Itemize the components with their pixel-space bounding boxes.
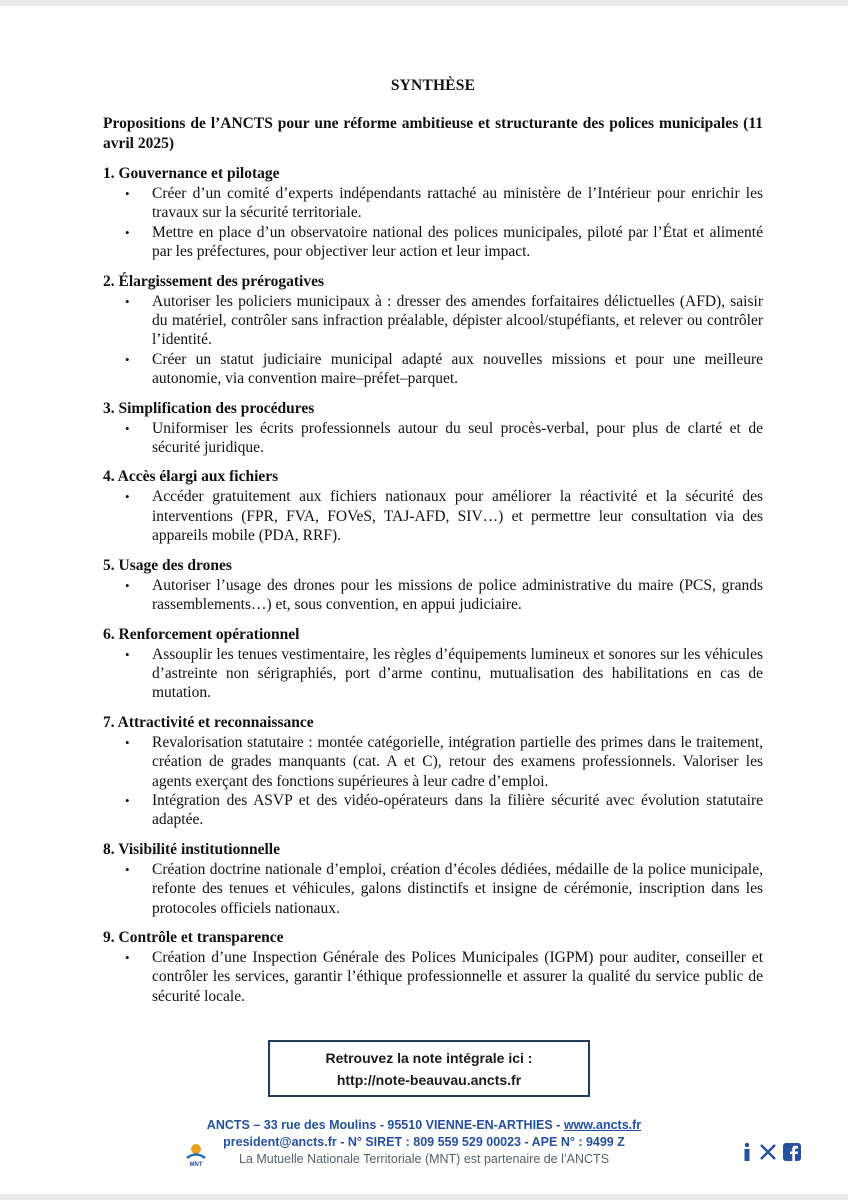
bullet-item: • Uniformiser les écrits professionnels autour du seul procès-verbal, pour plus de clarté et de sécurité juridique. — [103, 419, 763, 458]
bullet-item: • Autoriser les policiers municipaux à : dresser des amendes forfaitaires délictuelles (AFD), saisir du matériel, contrôler sans infraction préalable, dépister alcool/stupéfiants, et relever ou contrôler l’identité. — [103, 292, 763, 350]
bullet-item: • Revalorisation statutaire : montée catégorielle, intégration partielle des primes dans le traitement, création de grades manquants (cat. A et C), retour des examens professionnels. Valoriser les agents exerçant des fonctions supérieures à leur cadre d’emploi. — [103, 733, 763, 791]
bullet-list — [103, 576, 763, 615]
section-heading: 4. Accès élargi aux fichiers — [103, 468, 279, 486]
proposal-section — [103, 467, 763, 545]
bullet-list — [103, 487, 763, 545]
section-heading: 9. Contrôle et transparence — [103, 928, 284, 946]
footer-address: ANCTS – 33 rue des Moulins - 95510 VIENNE-EN-ARTHIES - — [206, 1118, 561, 1132]
section-heading: 3. Simplification des procédures — [103, 399, 315, 417]
document-title: SYNTHÈSE — [390, 77, 476, 94]
document-subtitle: Propositions de l’ANCTS pour une réforme ambitieuse et structurante des polices municipales (11 avril 2025) — [103, 115, 763, 152]
social-icons — [741, 1142, 801, 1162]
footer-contact: president@ancts.fr - N° SIRET : 809 559 529 00023 - APE N° : 9499 Z — [223, 1135, 625, 1149]
info-icon[interactable] — [741, 1142, 753, 1162]
section-heading: 1. Gouvernance et pilotage — [103, 165, 280, 182]
section-heading: 5. Usage des drones — [103, 556, 232, 574]
proposals-list — [103, 164, 763, 1016]
proposal-section — [103, 164, 763, 262]
proposal-section — [103, 556, 763, 615]
bullet-item: • Créer d’un comité d’experts indépendants rattaché au ministère de l’Intérieur pour enrichir les travaux sur la sécurité territoriale. — [103, 184, 763, 223]
footer-partner: La Mutuelle Nationale Territoriale (MNT) est partenaire de l’ANCTS — [238, 1152, 610, 1166]
proposal-section — [103, 928, 763, 1006]
bullet-list — [103, 733, 763, 830]
section-heading: 6. Renforcement opérationnel — [103, 625, 300, 643]
bullet-item: • Accéder gratuitement aux fichiers nationaux pour améliorer la réactivité et la sécurité des interventions (FPR, FVA, FOVeS, TAJ-AFD, SIV…) et permettre leur consultation via des appareils mobile (PDA, RRF). — [103, 487, 763, 545]
full-note-box — [268, 1040, 590, 1097]
bullet-item: • Créer un statut judiciaire municipal adapté aux nouvelles missions et pour une meilleure autonomie, via convention maire–préfet–parquet. — [103, 350, 763, 389]
section-heading: 8. Visibilité institutionnelle — [103, 840, 280, 858]
bullet-item: • Assouplir les tenues vestimentaire, les règles d’équipements lumineux et sonores sur les véhicules d’astreinte non sérigraphiés, port d’arme continu, mutualisation des habilitations en cas de mutation. — [103, 645, 763, 703]
mnt-logo-icon — [183, 1142, 209, 1168]
footer — [0, 1117, 848, 1168]
footer-website-link[interactable]: www.ancts.fr — [563, 1118, 642, 1132]
proposal-section — [103, 625, 763, 703]
facebook-icon[interactable] — [783, 1143, 801, 1161]
bullet-list — [103, 292, 763, 389]
x-social-icon[interactable] — [759, 1143, 777, 1161]
proposal-section — [103, 399, 763, 458]
proposal-section — [103, 272, 763, 389]
bullet-item: • Mettre en place d’un observatoire national des polices municipales, piloté par l’État et alimenté par les préfectures, pour objectiver leur action et leur impact. — [103, 223, 763, 262]
bullet-item: • Intégration des ASVP et des vidéo-opérateurs dans la filière sécurité avec évolution statutaire adaptée. — [103, 791, 763, 830]
full-note-link[interactable]: http://note-beauvau.ancts.fr — [336, 1072, 522, 1088]
bullet-list — [103, 948, 763, 1006]
bullet-item: • Création d’une Inspection Générale des Polices Municipales (IGPM) pour auditer, conseiller et contrôler les services, garantir l’éthique professionnelle et assurer la qualité du service public de sécurité locale. — [103, 948, 763, 1006]
bullet-list — [103, 645, 763, 703]
bullet-list — [103, 184, 763, 262]
proposal-section — [103, 713, 763, 830]
section-heading: 2. Élargissement des prérogatives — [103, 272, 324, 290]
bullet-item: • Création doctrine nationale d’emploi, création d’écoles dédiées, médaille de la police municipale, refonte des tenues et véhicules, galons distinctifs et insigne de cérémonie, inscription dans les protocoles officiels nationaux. — [103, 860, 763, 918]
bullet-item: • Autoriser l’usage des drones pour les missions de police administrative du maire (PCS, grands rassemblements…) et, sous convention, en appui judiciaire. — [103, 576, 763, 615]
full-note-label: Retrouvez la note intégrale ici : — [325, 1050, 533, 1066]
section-heading: 7. Attractivité et reconnaissance — [103, 713, 314, 731]
bullet-list — [103, 419, 763, 458]
mnt-logo-text: MNT — [189, 1162, 203, 1168]
proposal-section — [103, 840, 763, 918]
bullet-list — [103, 860, 763, 918]
